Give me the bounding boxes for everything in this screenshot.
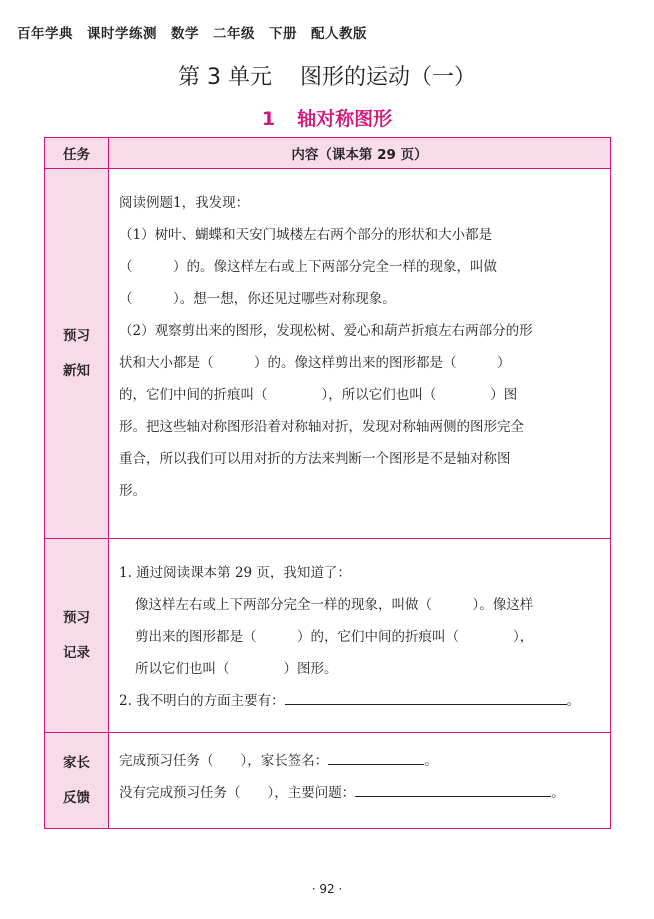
preview-line: （ ）。想一想，你还见过哪些对称现象。 <box>119 291 396 307</box>
label-record <box>45 539 109 733</box>
record-line: 剪出来的图形都是（ ）的，它们中间的折痕叫（ ）， <box>135 629 534 645</box>
preview-line: （1）树叶、蝴蝶和天安门城楼左右两个部分的形状和大小都是 <box>119 227 493 243</box>
parent-line1-end: 。 <box>424 753 438 769</box>
record-line: 像这样左右或上下两部分完全一样的现象，叫做（ ）。像这样 <box>135 597 534 613</box>
row-parent <box>45 733 611 829</box>
unit-number: 第 3 单元 <box>178 65 272 90</box>
book-header: 百年学典 课时学练测 数学 二年级 下册 配人教版 <box>17 26 367 42</box>
record-item1-title: 1. 通过阅读课本第 29 页，我知道了： <box>119 565 351 581</box>
lesson-number: 1 <box>261 108 276 130</box>
problem-blank[interactable] <box>355 778 551 797</box>
parent-line2 <box>119 777 602 809</box>
preview-line: （ ）的。像这样左右或上下两部分完全一样的现象，叫做 <box>119 259 497 275</box>
parent-line1 <box>119 745 602 777</box>
record-content <box>109 539 611 733</box>
preview-line: （2）观察剪出来的图形，发现松树、爱心和葫芦折痕左右两部分的形 <box>119 323 533 339</box>
preview-line: 形。把这些轴对称图形沿着对称轴对折，发现对称轴两侧的图形完全 <box>119 419 524 435</box>
parent-line1-text: 完成预习任务（ ），家长签名： <box>119 753 329 769</box>
record-item2 <box>119 685 602 717</box>
row-preview <box>45 169 611 539</box>
parent-content <box>109 733 611 829</box>
signature-blank[interactable] <box>328 746 424 765</box>
lesson-name: 轴对称图形 <box>297 108 393 130</box>
label-preview-line2: 新知 <box>63 362 90 379</box>
label-preview-line1: 预习 <box>63 327 90 344</box>
table-header-row <box>45 138 611 169</box>
preview-line: 重合，所以我们可以用对折的方法来判断一个图形是不是轴对称图 <box>119 451 511 467</box>
label-record-line2: 记录 <box>63 644 90 661</box>
task-table <box>44 137 611 829</box>
label-record-line1: 预习 <box>63 609 90 626</box>
preview-line: 状和大小都是（ ）的。像这样剪出来的图形都是（ ） <box>119 355 511 371</box>
preview-line: 阅读例题1，我发现： <box>119 195 250 211</box>
preview-line: 形。 <box>119 483 146 499</box>
unit-title <box>0 60 654 91</box>
parent-line2-end: 。 <box>551 785 565 801</box>
parent-line2-text: 没有完成预习任务（ ），主要问题： <box>119 785 356 801</box>
header-content: 内容（课本第 29 页） <box>109 138 611 169</box>
record-item2-end: 。 <box>566 693 581 709</box>
answer-blank[interactable] <box>285 686 567 705</box>
label-parent <box>45 733 109 829</box>
lesson-title <box>0 104 654 131</box>
record-item2-text: 2. 我不明白的方面主要有： <box>119 693 285 709</box>
unit-name: 图形的运动（一） <box>299 65 476 90</box>
page-number: · 92 · <box>311 882 343 896</box>
header-task: 任务 <box>45 138 109 169</box>
preview-content <box>109 169 611 539</box>
row-record <box>45 539 611 733</box>
record-line: 所以它们也叫（ ）图形。 <box>135 661 338 677</box>
label-parent-line1: 家长 <box>63 754 90 771</box>
preview-line: 的，它们中间的折痕叫（ ），所以它们也叫（ ）图 <box>119 387 518 403</box>
label-parent-line2: 反馈 <box>63 789 90 806</box>
label-preview <box>45 169 109 539</box>
